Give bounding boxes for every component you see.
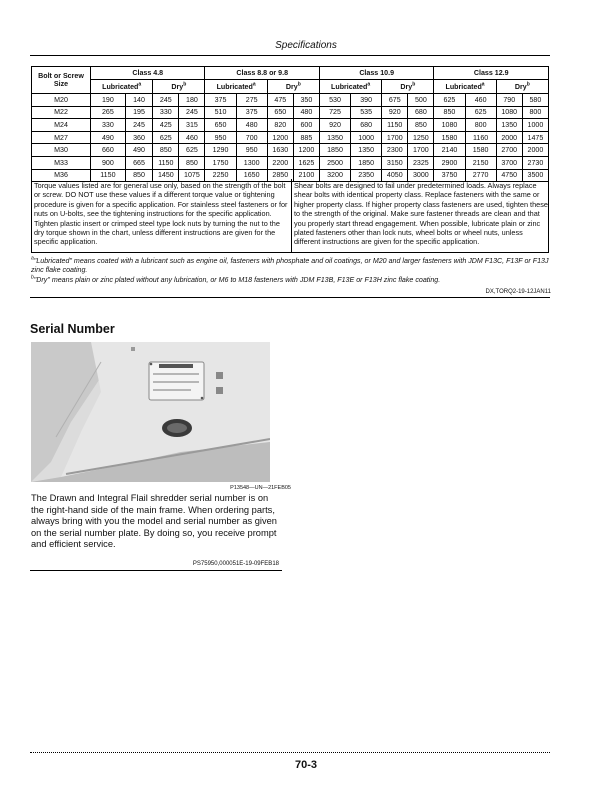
torque-value-cell: 625 <box>434 94 465 107</box>
subheader-lubricated: Lubricated$^a$ <box>91 80 153 94</box>
torque-value-cell: 2200 <box>267 156 293 169</box>
torque-value-cell: 190 <box>91 94 126 107</box>
torque-value-cell: 1150 <box>91 169 126 182</box>
torque-value-cell: 885 <box>293 131 319 144</box>
torque-value-cell: 360 <box>125 131 152 144</box>
torque-value-cell: 1200 <box>293 144 319 157</box>
torque-value-cell: 1580 <box>434 131 465 144</box>
torque-value-cell: 330 <box>153 106 179 119</box>
torque-value-cell: 265 <box>91 106 126 119</box>
torque-value-cell: 665 <box>125 156 152 169</box>
torque-value-cell: 900 <box>91 156 126 169</box>
torque-value-cell: 425 <box>153 119 179 132</box>
torque-value-cell: 350 <box>293 94 319 107</box>
bolt-size-cell: M27 <box>32 131 91 144</box>
torque-value-cell: 245 <box>125 119 152 132</box>
torque-value-cell: 580 <box>522 94 548 107</box>
bolt-size-cell: M36 <box>32 169 91 182</box>
torque-value-cell: 475 <box>267 94 293 107</box>
footer-rule <box>30 752 550 753</box>
torque-value-cell: 4050 <box>382 169 408 182</box>
torque-value-cell: 650 <box>267 106 293 119</box>
torque-value-cell: 535 <box>351 106 382 119</box>
section-rule <box>30 297 550 298</box>
torque-value-cell: 1150 <box>153 156 179 169</box>
torque-value-cell: 2300 <box>382 144 408 157</box>
subheader-row <box>32 80 549 94</box>
torque-value-cell: 850 <box>408 119 434 132</box>
torque-value-cell: 950 <box>236 144 267 157</box>
torque-value-cell: 4750 <box>496 169 522 182</box>
class-header: Class 4.8 <box>91 67 205 80</box>
torque-value-cell: 2100 <box>293 169 319 182</box>
torque-value-cell: 2350 <box>351 169 382 182</box>
table-row <box>32 106 549 119</box>
col-header-size: Bolt or Screw Size <box>32 67 91 94</box>
torque-value-cell: 800 <box>522 106 548 119</box>
torque-value-cell: 315 <box>179 119 205 132</box>
torque-value-cell: 1580 <box>465 144 496 157</box>
torque-value-cell: 480 <box>293 106 319 119</box>
torque-value-cell: 600 <box>293 119 319 132</box>
torque-value-cell: 1475 <box>522 131 548 144</box>
torque-note-shear-bolts: Shear bolts are designed to fail under predetermined loads. Always replace shear bolts with identical property class. Replace fasteners with the same or higher property class. If higher property class fasteners are used, tighten these to the strength of the original. Make sure fastener threads are clean and that you properly start thread engagement. When possible, lubricate plain or zinc plated fasteners other than lock nuts, wheel bolts or wheel nuts, unless different instructions are given for the specific application. <box>294 181 548 247</box>
torque-value-cell: 460 <box>179 131 205 144</box>
torque-value-cell: 800 <box>465 119 496 132</box>
torque-value-cell: 3150 <box>382 156 408 169</box>
torque-value-cell: 850 <box>125 169 152 182</box>
torque-value-cell: 650 <box>205 119 236 132</box>
torque-value-cell: 1700 <box>382 131 408 144</box>
torque-value-cell: 2325 <box>408 156 434 169</box>
serial-number-heading: Serial Number <box>30 322 115 336</box>
torque-value-cell: 330 <box>91 119 126 132</box>
torque-value-cell: 625 <box>465 106 496 119</box>
torque-value-cell: 3700 <box>496 156 522 169</box>
torque-value-cell: 530 <box>319 94 350 107</box>
bolt-size-cell: M33 <box>32 156 91 169</box>
torque-value-cell: 660 <box>91 144 126 157</box>
torque-value-cell: 700 <box>236 131 267 144</box>
table-row <box>32 156 549 169</box>
torque-value-cell: 1350 <box>496 119 522 132</box>
torque-value-cell: 950 <box>205 131 236 144</box>
torque-value-cell: 1290 <box>205 144 236 157</box>
torque-value-cell: 375 <box>236 106 267 119</box>
torque-value-cell: 1150 <box>382 119 408 132</box>
subheader-dry: Dry$^b$ <box>382 80 434 94</box>
class-header: Class 12.9 <box>434 67 549 80</box>
torque-value-cell: 3000 <box>408 169 434 182</box>
torque-value-cell: 920 <box>382 106 408 119</box>
torque-value-cell: 2730 <box>522 156 548 169</box>
torque-value-cell: 2140 <box>434 144 465 157</box>
torque-value-cell: 490 <box>91 131 126 144</box>
torque-value-cell: 1160 <box>465 131 496 144</box>
subheader-lubricated: Lubricated$^a$ <box>205 80 267 94</box>
torque-value-cell: 1630 <box>267 144 293 157</box>
torque-value-cell: 625 <box>153 131 179 144</box>
torque-value-cell: 1000 <box>522 119 548 132</box>
subheader-lubricated: Lubricated$^a$ <box>319 80 381 94</box>
torque-value-cell: 850 <box>434 106 465 119</box>
subheader-dry: Dry$^b$ <box>267 80 319 94</box>
torque-value-cell: 1300 <box>236 156 267 169</box>
bolt-size-cell: M22 <box>32 106 91 119</box>
bolt-size-cell: M20 <box>32 94 91 107</box>
serial-rule <box>30 570 282 571</box>
torque-value-cell: 3500 <box>522 169 548 182</box>
torque-value-cell: 675 <box>382 94 408 107</box>
torque-value-cell: 850 <box>179 156 205 169</box>
torque-value-cell: 1450 <box>153 169 179 182</box>
torque-value-cell: 500 <box>408 94 434 107</box>
torque-value-cell: 2500 <box>319 156 350 169</box>
class-header: Class 10.9 <box>319 67 433 80</box>
table-row <box>32 119 549 132</box>
torque-value-cell: 1625 <box>293 156 319 169</box>
table-row <box>32 144 549 157</box>
torque-value-cell: 460 <box>465 94 496 107</box>
torque-value-cell: 140 <box>125 94 152 107</box>
shredder-frame-illustration <box>31 342 270 482</box>
torque-value-cell: 1080 <box>496 106 522 119</box>
torque-value-cell: 820 <box>267 119 293 132</box>
torque-value-cell: 2000 <box>496 131 522 144</box>
torque-value-cell: 1850 <box>319 144 350 157</box>
torque-value-cell: 480 <box>236 119 267 132</box>
torque-value-cell: 490 <box>125 144 152 157</box>
torque-value-cell: 180 <box>179 94 205 107</box>
torque-value-cell: 850 <box>153 144 179 157</box>
header-rule <box>30 55 550 56</box>
torque-value-cell: 920 <box>319 119 350 132</box>
table-row <box>32 131 549 144</box>
page-header-title: Specifications <box>275 40 337 51</box>
class-header: Class 8.8 or 9.8 <box>205 67 319 80</box>
serial-number-body: The Drawn and Integral Flail shredder serial number is on the right-hand side of the main frame. When ordering parts, always bring with you the model and serial number as given on the serial number plate. By doing so, you receive prompt and efficient service. <box>31 493 277 549</box>
torque-value-cell: 1200 <box>267 131 293 144</box>
torque-value-cell: 390 <box>351 94 382 107</box>
notes-divider <box>291 179 292 253</box>
torque-value-cell: 1000 <box>351 131 382 144</box>
torque-value-cell: 2900 <box>434 156 465 169</box>
torque-value-cell: 1350 <box>351 144 382 157</box>
torque-table <box>31 66 549 182</box>
torque-value-cell: 2850 <box>267 169 293 182</box>
torque-value-cell: 3200 <box>319 169 350 182</box>
torque-value-cell: 245 <box>153 94 179 107</box>
bolt-size-cell: M24 <box>32 119 91 132</box>
torque-value-cell: 2250 <box>205 169 236 182</box>
subheader-lubricated: Lubricated$^a$ <box>434 80 496 94</box>
torque-value-cell: 1750 <box>205 156 236 169</box>
torque-body <box>32 94 549 182</box>
photo-caption: P13548—UN—21FEB05 <box>230 485 291 491</box>
torque-value-cell: 680 <box>351 119 382 132</box>
torque-value-cell: 1250 <box>408 131 434 144</box>
torque-value-cell: 275 <box>236 94 267 107</box>
page-number: 70-3 <box>294 759 318 771</box>
torque-value-cell: 1075 <box>179 169 205 182</box>
torque-value-cell: 1650 <box>236 169 267 182</box>
torque-value-cell: 195 <box>125 106 152 119</box>
torque-value-cell: 2700 <box>496 144 522 157</box>
subheader-dry: Dry$^b$ <box>153 80 205 94</box>
torque-value-cell: 725 <box>319 106 350 119</box>
table-row <box>32 94 549 107</box>
torque-value-cell: 3750 <box>434 169 465 182</box>
torque-value-cell: 625 <box>179 144 205 157</box>
torque-value-cell: 2770 <box>465 169 496 182</box>
torque-value-cell: 2150 <box>465 156 496 169</box>
torque-value-cell: 680 <box>408 106 434 119</box>
bolt-size-cell: M30 <box>32 144 91 157</box>
serial-plate-photo <box>31 342 270 482</box>
torque-notes <box>31 179 549 253</box>
footnote-lubricated: $^a$"Lubricated" means coated with a lubricant such as engine oil, fasteners with phosphate and oil coatings, or M20 and larger fasteners with JDM F13C, F13F or F13J zinc flake coating. <box>31 255 549 274</box>
torque-value-cell: 790 <box>496 94 522 107</box>
torque-value-cell: 1350 <box>319 131 350 144</box>
torque-value-cell: 1080 <box>434 119 465 132</box>
torque-value-cell: 245 <box>179 106 205 119</box>
torque-value-cell: 1850 <box>351 156 382 169</box>
torque-doc-code: DX,TORQ2-19-12JAN11 <box>485 289 551 295</box>
torque-value-cell: 1700 <box>408 144 434 157</box>
footnote-dry: $^b$"Dry" means plain or zinc plated without any lubrication, or M6 to M18 fasteners with JDM F13B, F13E or F13H zinc flake coating. <box>31 274 441 284</box>
serial-doc-code: PS75950,000051E-19-09FEB18 <box>192 561 279 567</box>
subheader-dry: Dry$^b$ <box>496 80 548 94</box>
torque-value-cell: 2000 <box>522 144 548 157</box>
torque-note-general: Torque values listed are for general use only, based on the strength of the bolt or screw. DO NOT use these values if a different torque value or tightening procedure is given for a specific application. For stainless steel fasteners or for nuts on U-bolts, see the tightening instructions for the specific application. Tighten plastic insert or crimped steel type lock nuts by turning the nut to the dry torque shown in the chart, unless different instructions are given for the specific application. <box>34 181 288 247</box>
torque-value-cell: 510 <box>205 106 236 119</box>
torque-value-cell: 375 <box>205 94 236 107</box>
